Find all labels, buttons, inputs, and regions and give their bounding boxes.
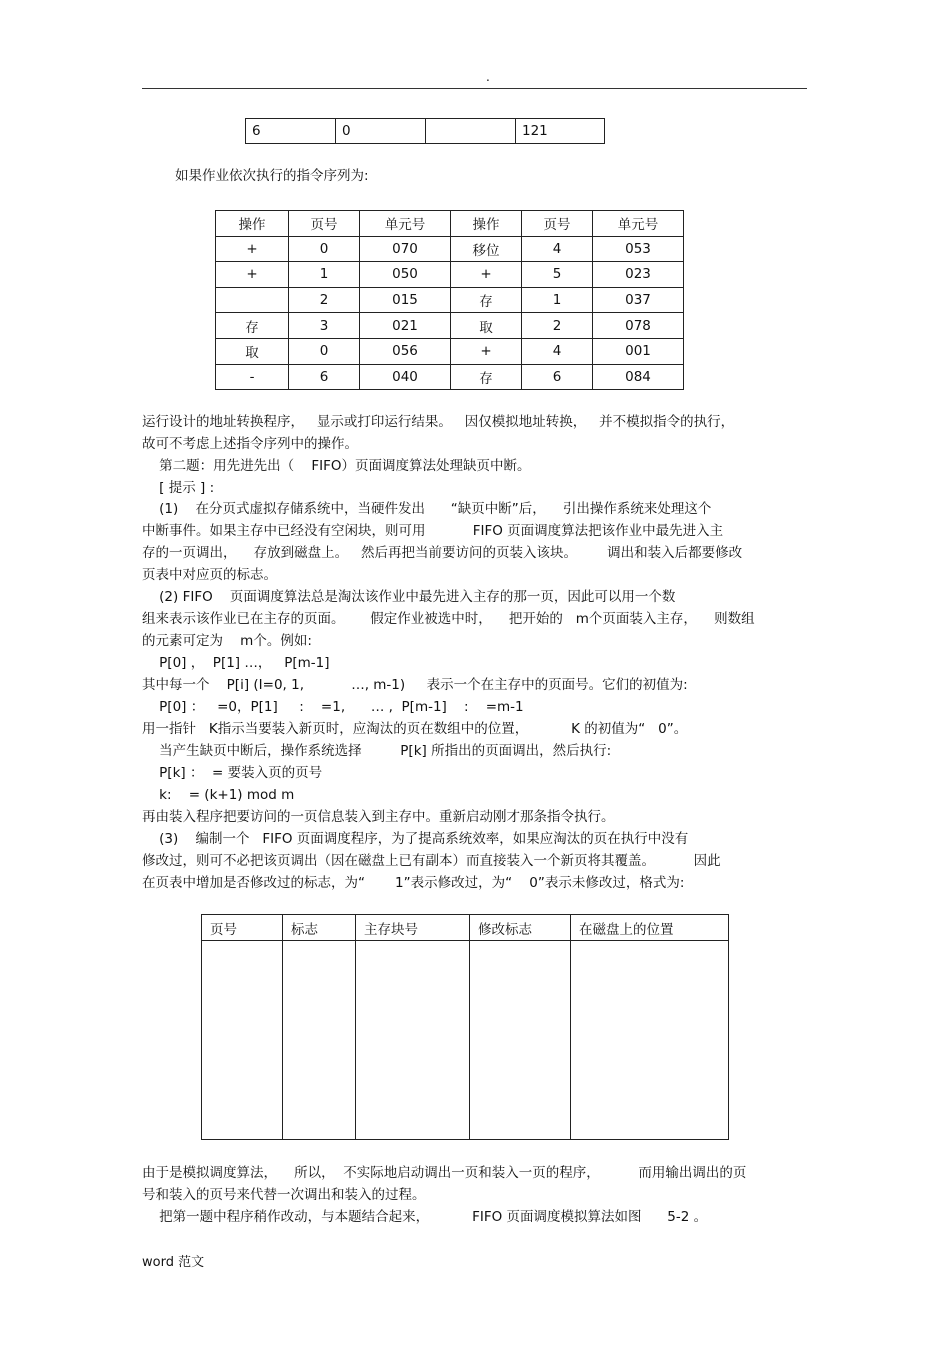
table-cell: [356, 941, 470, 1140]
column-header: 主存块号: [356, 915, 470, 941]
footer-text: word 范文: [142, 1255, 205, 1270]
table-cell: 040: [360, 364, 451, 390]
column-header: 页号: [202, 915, 283, 941]
paragraph-line: P[0] ， P[1] …， P[m-1]: [142, 655, 330, 671]
page-table-format: [201, 914, 729, 1140]
paragraph-line: 由于是模拟调度算法， 所以， 不实际地启动调出一页和装入一页的程序， 而用输出调出的页: [142, 1165, 747, 1181]
table-cell: 移位: [451, 236, 522, 262]
table-cell: [202, 941, 283, 1140]
page-table-fragment: [245, 118, 605, 144]
table-cell: 053: [593, 236, 684, 262]
table-row: [216, 313, 684, 339]
section-heading: 第二题：用先进先出（ FIFO）页面调度算法处理缺页中断。: [142, 458, 531, 474]
paragraph-line: 其中每一个 P[i] (I=0, 1, …, m-1) 表示一个在主存中的页面号。它们的初值为:: [142, 677, 688, 693]
table-cell: 0: [289, 338, 360, 364]
paragraph-line: 运行设计的地址转换程序， 显示或打印运行结果。 因仅模拟地址转换， 并不模拟指令的执行，: [142, 414, 735, 430]
table-cell: 取: [216, 338, 289, 364]
table-cell: 015: [360, 287, 451, 313]
paragraph-line: 再由装入程序把要访问的一页信息装入到主存中。重新启动刚才那条指令执行。: [142, 809, 615, 825]
table-cell: 0: [336, 119, 426, 144]
table-row: [216, 338, 684, 364]
column-header: 页号: [289, 211, 360, 237]
table-header-row: [202, 915, 729, 941]
header-rule: [142, 88, 807, 89]
table-cell: 0: [289, 236, 360, 262]
paragraph-line: 号和装入的页号来代替一次调出和装入的过程。: [142, 1187, 426, 1203]
table-cell: +: [451, 338, 522, 364]
column-header: 页号: [522, 211, 593, 237]
table-cell: 存: [451, 287, 522, 313]
table-cell: 070: [360, 236, 451, 262]
table-cell: 078: [593, 313, 684, 339]
table-row: [216, 364, 684, 390]
header-dot: .: [486, 70, 490, 84]
table-cell: [470, 941, 571, 1140]
instruction-sequence-table: [215, 210, 684, 390]
intro-text: 如果作业依次执行的指令序列为:: [175, 168, 369, 184]
table-cell: 6: [522, 364, 593, 390]
paragraph-line: (2) FIFO 页面调度算法总是淘汰该作业中最先进入主存的那一页，因此可以用一个数: [142, 589, 676, 605]
table-row: [246, 119, 605, 144]
table-cell: 2: [289, 287, 360, 313]
table-cell: 5: [522, 262, 593, 288]
paragraph-line: [ 提示 ] :: [142, 480, 215, 496]
table-cell: 6: [289, 364, 360, 390]
column-header: 单元号: [593, 211, 684, 237]
paragraph-line: 把第一题中程序稍作改动，与本题结合起来， FIFO 页面调度模拟算法如图 5-2 。: [142, 1209, 708, 1225]
table-cell: +: [216, 236, 289, 262]
table-row: [216, 262, 684, 288]
column-header: 操作: [216, 211, 289, 237]
table-cell: 001: [593, 338, 684, 364]
table-cell: 056: [360, 338, 451, 364]
table-cell: +: [451, 262, 522, 288]
column-header: 标志: [283, 915, 356, 941]
column-header: 在磁盘上的位置: [571, 915, 729, 941]
table-header-row: [216, 211, 684, 237]
paragraph-line: 的元素可定为 m个。例如:: [142, 633, 312, 649]
paragraph-line: 页表中对应页的标志。: [142, 567, 277, 583]
table-cell: 1: [522, 287, 593, 313]
table-cell: 存: [451, 364, 522, 390]
paragraph-line: 修改过，则可不必把该页调出（因在磁盘上已有副本）而直接装入一个新页将其覆盖。 因此: [142, 853, 721, 869]
table-cell: 021: [360, 313, 451, 339]
table-row: [202, 941, 729, 1140]
table-cell: 3: [289, 313, 360, 339]
table-cell: 取: [451, 313, 522, 339]
table-cell: 050: [360, 262, 451, 288]
paragraph-line: k: = (k+1) mod m: [142, 787, 295, 803]
paragraph-line: 故可不考虑上述指令序列中的操作。: [142, 436, 358, 452]
paragraph-line: 组来表示该作业已在主存的页面。 假定作业被选中时， 把开始的 m个页面装入主存， 则数组: [142, 611, 755, 627]
table-cell: 4: [522, 338, 593, 364]
table-cell: 023: [593, 262, 684, 288]
paragraph-line: 存的一页调出， 存放到磁盘上。 然后再把当前要访问的页装入该块。 调出和装入后都要修改: [142, 545, 743, 561]
paragraph-line: (3) 编制一个 FIFO 页面调度程序，为了提高系统效率，如果应淘汰的页在执行中没有: [142, 831, 689, 847]
paragraph-line: (1) 在分页式虚拟存储系统中，当硬件发出 “缺页中断”后， 引出操作系统来处理这个: [142, 501, 712, 517]
table-cell: 121: [516, 119, 605, 144]
table-cell: +: [216, 262, 289, 288]
table-cell: 037: [593, 287, 684, 313]
column-header: 单元号: [360, 211, 451, 237]
table-cell: [571, 941, 729, 1140]
table-cell: 存: [216, 313, 289, 339]
paragraph-line: 用一指针 K指示当要装入新页时，应淘汰的页在数组中的位置， K 的初值为“ 0”。: [142, 721, 688, 737]
table-cell: 2: [522, 313, 593, 339]
column-header: 操作: [451, 211, 522, 237]
table-cell: [283, 941, 356, 1140]
column-header: 修改标志: [470, 915, 571, 941]
table-cell: 084: [593, 364, 684, 390]
table-cell: 1: [289, 262, 360, 288]
table-cell: [216, 287, 289, 313]
table-row: [216, 287, 684, 313]
table-cell: 6: [246, 119, 336, 144]
paragraph-line: 在页表中增加是否修改过的标志，为“ 1”表示修改过，为“ 0”表示未修改过，格式为:: [142, 875, 685, 891]
table-row: [216, 236, 684, 262]
table-cell: -: [216, 364, 289, 390]
paragraph-line: 中断事件。如果主存中已经没有空闲块，则可用 FIFO 页面调度算法把该作业中最先进入主: [142, 523, 724, 539]
paragraph-line: P[k] ： = 要装入页的页号: [142, 765, 323, 781]
table-cell: 4: [522, 236, 593, 262]
paragraph-line: 当产生缺页中断后，操作系统选择 P[k] 所指出的页面调出，然后执行:: [142, 743, 612, 759]
paragraph-line: P[0] ： =0，P[1] : =1, … , P[m-1] : =m-1: [142, 699, 524, 715]
table-cell: [426, 119, 516, 144]
